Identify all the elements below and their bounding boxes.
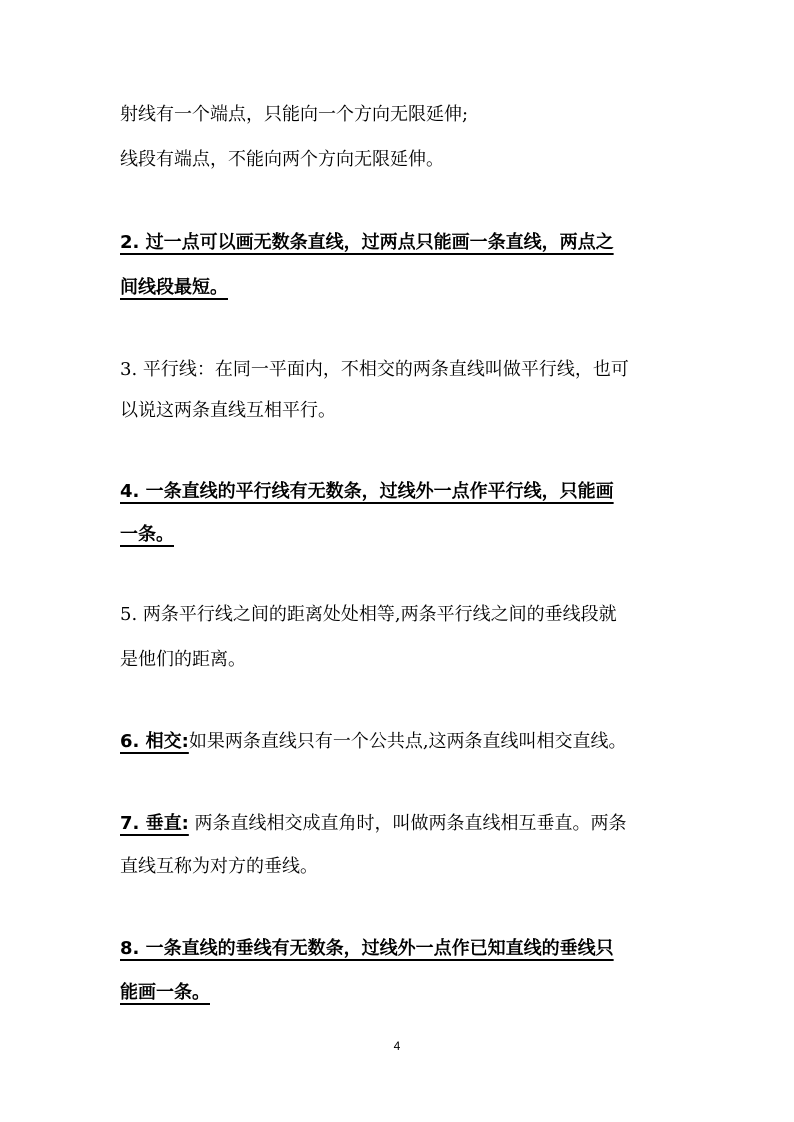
point-8-line-1: 8. 一条直线的垂线有无数条，过线外一点作已知直线的垂线只: [120, 938, 614, 959]
point-2-line-1: 2. 过一点可以画无数条直线，过两点只能画一条直线，两点之: [120, 232, 614, 253]
point-4-line-2: 一条。: [120, 524, 174, 545]
point-2-line-2: 间线段最短。: [120, 277, 228, 298]
point-7-term: 7. 垂直:: [120, 813, 189, 834]
point-6-term: 6. 相交:: [120, 731, 189, 752]
point-7-line-1: [120, 812, 680, 836]
point-7-line-2: 直线互称为对方的垂线。: [120, 856, 318, 877]
point-5-line-1: 5. 两条平行线之间的距离处处相等,两条平行线之间的垂线段就: [120, 604, 617, 625]
ray-definition-line: 射线有一个端点，只能向一个方向无限延伸;: [120, 104, 469, 125]
page-number: 4: [393, 1039, 401, 1053]
point-4-line-1: 4. 一条直线的平行线有无数条，过线外一点作平行线，只能画: [120, 481, 614, 502]
point-6-line: [120, 730, 680, 754]
point-7-definition: 两条直线相交成直角时，叫做两条直线相互垂直。两条: [188, 813, 627, 834]
point-8-line-2: 能画一条。: [120, 982, 210, 1003]
point-3-line-2: 以说这两条直线互相平行。: [120, 400, 336, 421]
point-5-line-2: 是他们的距离。: [120, 649, 246, 670]
segment-definition-line: 线段有端点，不能向两个方向无限延伸。: [120, 149, 444, 170]
point-6-definition: 如果两条直线只有一个公共点,这两条直线叫相交直线。: [188, 731, 627, 752]
point-3-line-1: 3. 平行线：在同一平面内，不相交的两条直线叫做平行线，也可: [120, 359, 629, 380]
